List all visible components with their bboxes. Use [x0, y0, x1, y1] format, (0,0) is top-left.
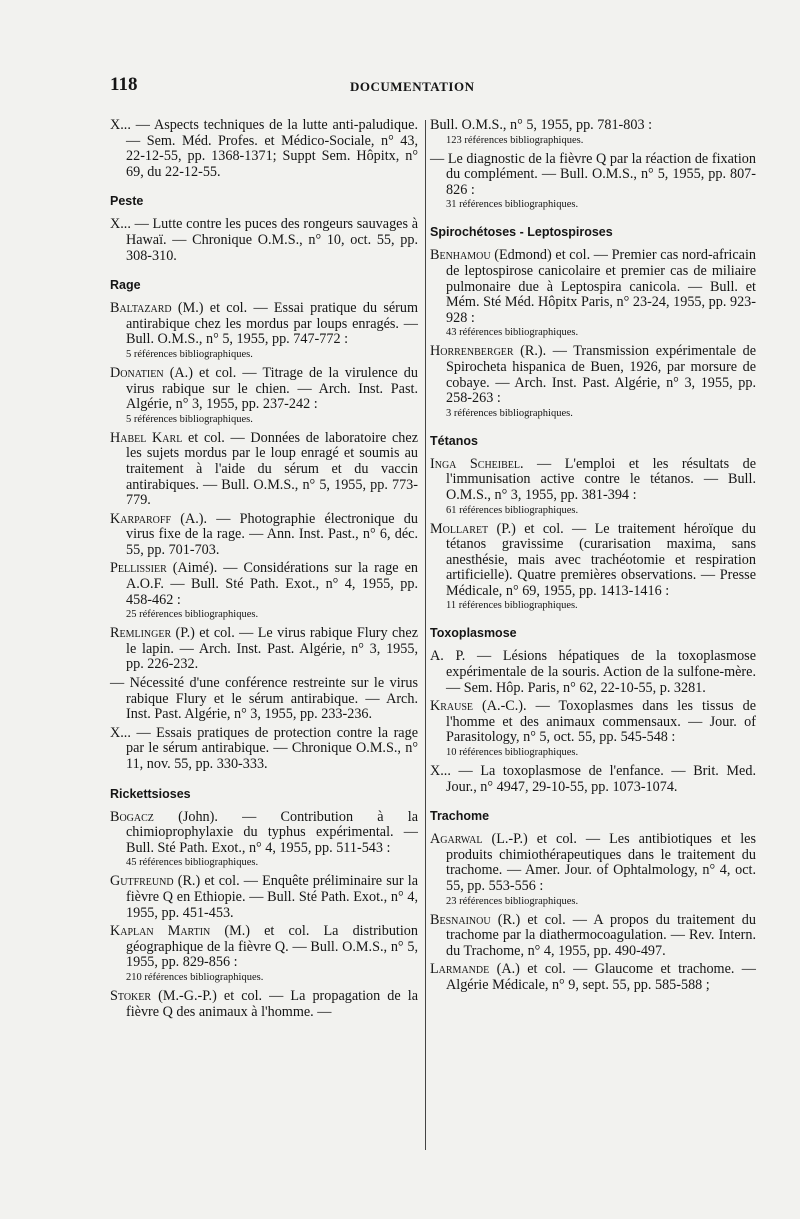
reference-count: 43 références bibliographiques.	[446, 327, 579, 339]
reference-count: 31 références bibliographiques.	[446, 199, 579, 211]
entry	[110, 989, 418, 1020]
entry-text: (P.) et col. — Le virus rabique Flury chez le lapin. — Arch. Inst. Past. Algérie, n° 3, 1955, pp. 226-232.	[126, 625, 418, 673]
running-head: DOCUMENTATION	[350, 79, 475, 94]
entry-text: (R.) et col. — A propos du traitement du trachome par la diathermocoagulation. — Rev. Intern. du Trachome, n° 4, 1955, pp. 490-497.	[446, 911, 756, 959]
author: Krause	[430, 698, 474, 715]
entry: X... — La toxoplasmose de l'enfance. — Brit. Med. Jour., n° 4947, 29-10-55, pp. 1073-1074.	[430, 763, 756, 795]
entry	[110, 512, 418, 559]
entry-text: . — L'emploi et les résultats de l'immunisation active contre le tétanos. — Bull. O.M.S., n° 3, 1955, pp. 381-394 :	[446, 455, 757, 503]
author: Agarwal	[430, 831, 483, 848]
author: Inga Scheibel	[430, 455, 520, 472]
reference-count: 123 références bibliographiques.	[446, 134, 584, 146]
entry-text: (Aimé). — Considérations sur la rage en A.O.F. — Bull. Sté Path. Exot., n° 4, 1955, pp. 458-462 :	[126, 560, 418, 608]
section-heading-spirochetoses: Spirochétoses - Leptospiroses	[430, 225, 613, 240]
author: Baltazard	[110, 300, 172, 317]
section-heading-peste: Peste	[110, 194, 144, 209]
author: Besnainou	[430, 911, 491, 928]
entry	[110, 874, 418, 921]
reference-count: 5 références bibliographiques.	[126, 413, 253, 425]
entry: A. P. — Lésions hépatiques de la toxoplasmose expérimentale de la souris. Action de la sulfone-mère. — Sem. Hôp. Paris, n° 62, 22-10-55, p. 3281.	[430, 648, 756, 696]
reference-count: 210 références bibliographiques.	[126, 971, 264, 983]
reference-count: 23 références bibliographiques.	[446, 895, 579, 907]
entry-text: (A.). — Photographie électronique du virus fixe de la rage. — Ann. Inst. Past., n° 6, déc. 55, pp. 701-703.	[126, 510, 418, 558]
reference-count: 45 références bibliographiques.	[126, 857, 259, 869]
entry-text: (R.). — Transmission expérimentale de Spirocheta hispanica de Buen, 1926, par morsure de cobaye. — Arch. Inst. Past. Algérie, n° 3, 1955, pp. 258-263 :	[446, 343, 756, 407]
entry-text: (M.) et col. — Essai pratique du sérum antirabique chez les mordus par loups enragés. — Bull. O.M.S., n° 5, 1955, pp. 747-772 :	[126, 300, 418, 348]
entry	[110, 561, 418, 608]
entry	[430, 522, 756, 600]
entry	[430, 457, 756, 504]
reference-count: 3 références bibliographiques.	[446, 407, 573, 419]
reference-count: 25 références bibliographiques.	[126, 609, 259, 621]
author: Gutfreund	[110, 873, 174, 890]
entry: X... — Aspects techniques de la lutte anti-paludique. — Sem. Méd. Profes. et Médico-Sociale, n° 43, 22-12-55, pp. 1368-1371; Suppt Sem. Hôpitx, n° 69, du 22-12-55.	[110, 117, 418, 180]
section-heading-rage: Rage	[110, 278, 141, 293]
entry: Bull. O.M.S., n° 5, 1955, pp. 781-803 :	[430, 117, 653, 133]
entry-text: (R.) et col. — Enquête préliminaire sur la fièvre Q en Ethiopie. — Bull. Sté Path. Exot., n° 4, 1955, pp. 451-453.	[126, 873, 418, 921]
author: Habel Karl	[110, 429, 183, 446]
author: Karparoff	[110, 510, 172, 527]
section-heading-tetanos: Tétanos	[430, 433, 478, 448]
entry	[430, 962, 756, 993]
entry: X... — Lutte contre les puces des rongeurs sauvages à Hawaï. — Chronique O.M.S., n° 10, oct. 55, pp. 308-310.	[110, 216, 418, 264]
entry	[110, 431, 418, 509]
entry-text: (M.-G.-P.) et col. — La propagation de la fièvre Q des animaux à l'homme. —	[126, 987, 418, 1020]
entry-text: (A.) et col. — Glaucome et trachome. — Algérie Médicale, n° 9, sept. 55, pp. 585-588 ;	[446, 961, 756, 993]
entry-text: (Edmond) et col. — Premier cas nord-africain de leptospirose canicolaire et premier cas de miliaire pulmonaire due à Leptospira canicola. — Bull. et Mém. Sté Méd. Hôpitx Paris, n° 23-24, 1955, pp. 923-928 :	[446, 247, 756, 326]
author: Bogacz	[110, 808, 154, 825]
author: Donatien	[110, 364, 164, 381]
author: Benhamou	[430, 247, 491, 264]
entry-text: et col. — Données de laboratoire chez les sujets mordus par le loup enragé et soumis au traitement à l'aide du sérum et du vaccin antirabiques. — Bull. O.M.S., n° 5, 1955, pp. 773-779.	[126, 429, 418, 509]
reference-count: 11 références bibliographiques.	[446, 600, 578, 612]
entry	[430, 248, 756, 326]
page-number: 118	[110, 74, 138, 95]
section-heading-rickettsioses: Rickettsioses	[110, 786, 191, 801]
reference-count: 10 références bibliographiques.	[446, 747, 579, 759]
author: Stoker	[110, 987, 152, 1004]
left-column	[110, 118, 418, 1023]
entry	[110, 301, 418, 348]
entry: — Nécessité d'une conférence restreinte sur le virus rabique Flury et le sérum antirabique. — Arch. Inst. Past. Algérie, n° 3, 1955, pp. 233-236.	[110, 675, 418, 723]
author: Kaplan Martin	[110, 923, 211, 940]
entry-text: (A.-C.). — Toxoplasmes dans les tissus de l'homme et des animaux commensaux. — Jour. of Parasitology, n° 5, oct. 55, pp. 545-548 :	[446, 698, 756, 746]
entry	[430, 832, 756, 894]
entry	[110, 626, 418, 673]
reference-count: 61 références bibliographiques.	[446, 504, 579, 516]
author: Horrenberger	[430, 343, 514, 360]
entry-text: (L.-P.) et col. — Les antibiotiques et les produits chimiothérapeutiques dans le traitement du trachome. — Amer. Jour. of Ophtalmology, n° 4, oct. 55, pp. 553-556 :	[446, 831, 756, 894]
entry	[110, 810, 418, 857]
entry	[110, 924, 418, 971]
column-divider	[425, 120, 426, 1150]
author: Mollaret	[430, 520, 489, 537]
section-heading-toxoplasmose: Toxoplasmose	[430, 626, 517, 641]
reference-count: 5 références bibliographiques.	[126, 348, 253, 360]
author: Remlinger	[110, 625, 172, 642]
entry	[110, 366, 418, 413]
author: Larmande	[430, 961, 490, 978]
right-column	[430, 118, 756, 997]
entry: X... — Essais pratiques de protection contre la rage par le sérum antirabique. — Chronique O.M.S., n° 11, nov. 55, pp. 330-333.	[110, 724, 418, 772]
entry: — Le diagnostic de la fièvre Q par la réaction de fixation du complément. — Bull. O.M.S., n° 5, 1955, pp. 807-826 :	[430, 150, 756, 198]
author: Pellissier	[110, 560, 167, 577]
section-heading-trachome: Trachome	[430, 809, 490, 824]
entry	[430, 913, 756, 960]
entry-text: (John). — Contribution à la chimioprophylaxie du typhus expérimental. — Bull. Sté Path. Exot., n° 4, 1955, pp. 511-543 :	[126, 808, 418, 856]
entry-text: (M.) et col. La distribution géographique de la fièvre Q. — Bull. O.M.S., n° 5, 1955, pp. 829-856 :	[126, 923, 418, 971]
entry-text: (A.) et col. — Titrage de la virulence du virus rabique sur le chien. — Arch. Inst. Past. Algérie, n° 3, 1955, pp. 237-242 :	[126, 364, 418, 413]
entry-text: (P.) et col. — Le traitement héroïque du tétanos gravissime (curarisation maxima, sans anesthésie, mais avec trachéotomie et respiration artificielle). Quatre premières observations. — Presse Médicale, n° 69, 1955, pp. 1413-1416 :	[446, 520, 756, 599]
entry	[430, 699, 756, 746]
entry	[430, 344, 756, 406]
